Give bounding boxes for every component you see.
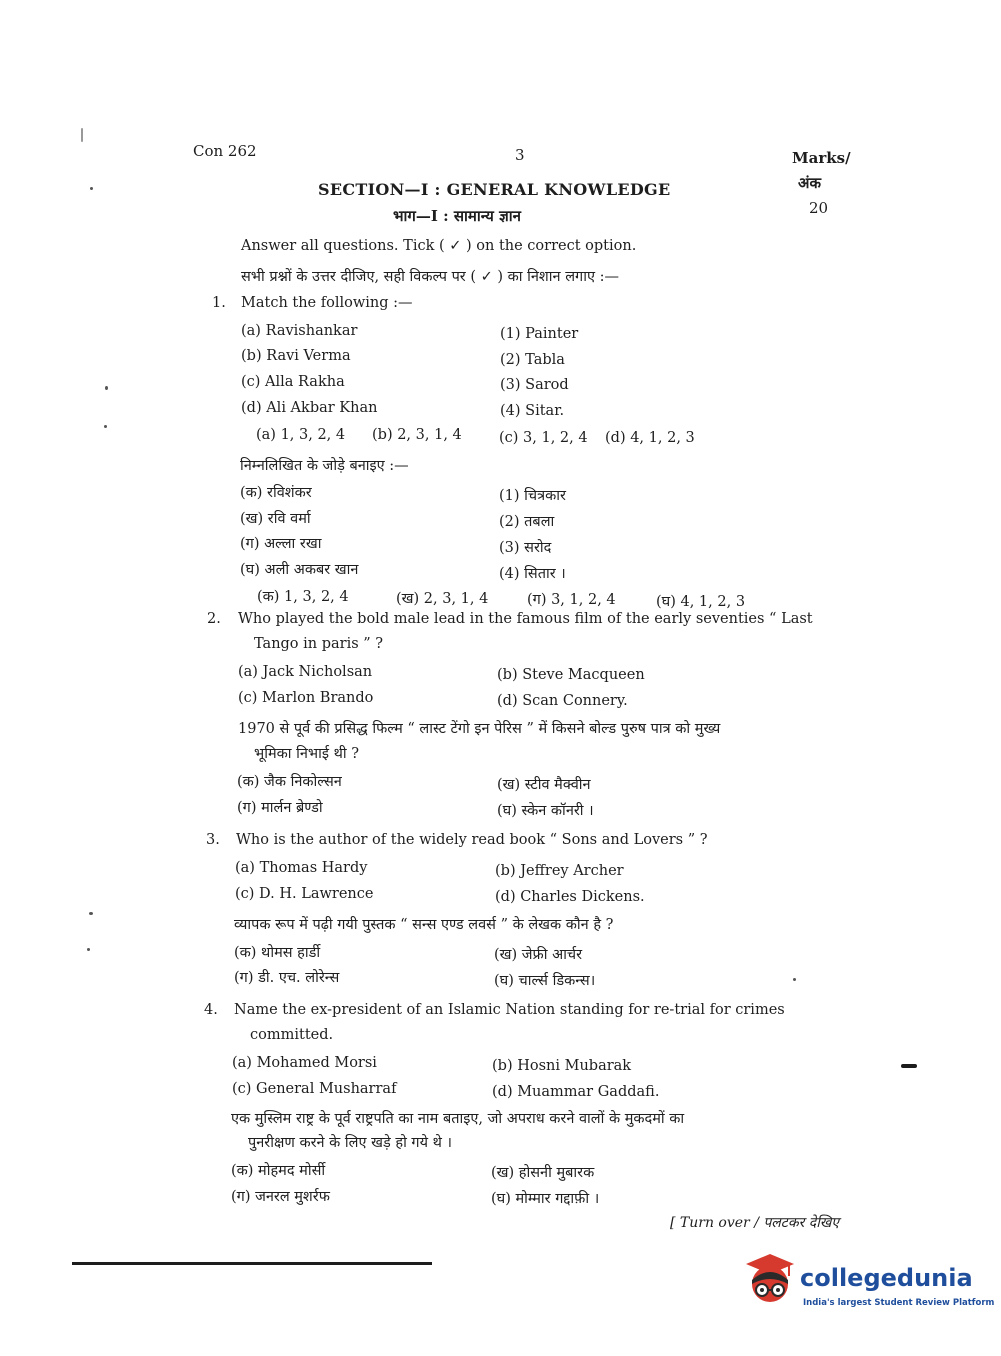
answer-option[interactable]: (b) Steve Macqueen bbox=[497, 667, 645, 683]
turn-over-note: [ Turn over / पलटकर देखिए bbox=[670, 1215, 840, 1231]
match-left-item: (ख) रवि वर्मा bbox=[240, 511, 311, 527]
match-left-item: (क) रविशंकर bbox=[240, 485, 312, 501]
answer-option[interactable]: (d) Muammar Gaddafi. bbox=[492, 1084, 660, 1100]
match-right-item: (3) सरोद bbox=[499, 540, 552, 556]
question-text: Who is the author of the widely read book “ Sons and Lovers ” ? bbox=[236, 832, 708, 848]
answer-option[interactable]: (d) 4, 1, 2, 3 bbox=[605, 430, 695, 446]
answer-option[interactable]: (ख) स्टीव मैक्वीन bbox=[497, 777, 591, 793]
answer-option[interactable]: (c) 3, 1, 2, 4 bbox=[499, 430, 588, 446]
answer-option[interactable]: (c) General Musharraf bbox=[232, 1081, 397, 1097]
marks-label-en: Marks/ bbox=[792, 149, 851, 167]
answer-option[interactable]: (घ) चार्ल्स डिकन्स। bbox=[494, 973, 596, 989]
scan-speck bbox=[81, 128, 83, 142]
answer-option[interactable]: (क) 1, 3, 2, 4 bbox=[257, 589, 349, 605]
answer-option[interactable]: (d) Scan Connery. bbox=[497, 693, 628, 709]
collegedunia-logo-icon bbox=[740, 1250, 800, 1312]
answer-option[interactable]: (घ) स्केन कॉनरी । bbox=[497, 803, 594, 819]
answer-option[interactable]: (b) 2, 3, 1, 4 bbox=[372, 427, 462, 443]
answer-option[interactable]: (a) Mohamed Morsi bbox=[232, 1055, 377, 1071]
question-text-hi: निम्नलिखित के जोड़े बनाइए :— bbox=[240, 458, 409, 474]
answer-option[interactable]: (a) Thomas Hardy bbox=[235, 860, 368, 876]
question-text: Match the following :— bbox=[241, 295, 413, 311]
answer-option[interactable]: (ख) जेफ्री आर्चर bbox=[494, 947, 583, 963]
scan-speck bbox=[793, 978, 796, 981]
answer-option[interactable]: (a) 1, 3, 2, 4 bbox=[256, 427, 346, 443]
scan-speck bbox=[104, 425, 107, 428]
answer-option[interactable]: (ग) डी. एच. लोरेन्स bbox=[234, 970, 340, 986]
match-left-item: (ग) अल्ला रखा bbox=[240, 536, 322, 552]
scan-mark bbox=[901, 1064, 917, 1068]
match-left-item: (a) Ravishankar bbox=[241, 323, 358, 339]
answer-option[interactable]: (ग) जनरल मुशर्रफ bbox=[231, 1189, 330, 1205]
question-text-hi: व्यापक रूप में पढ़ी गयी पुस्तक “ सन्स एण्ड लवर्स ” के लेखक कौन है ? bbox=[234, 917, 614, 933]
match-right-item: (1) चित्रकार bbox=[499, 488, 566, 504]
scan-speck bbox=[105, 386, 108, 390]
instruction-en: Answer all questions. Tick ( ✓ ) on the correct option. bbox=[241, 238, 637, 254]
question-text: committed. bbox=[250, 1027, 334, 1043]
question-number: 1. bbox=[212, 295, 226, 311]
marks-value: 20 bbox=[809, 199, 829, 217]
question-number: 4. bbox=[204, 1002, 218, 1018]
answer-option[interactable]: (ख) होसनी मुबारक bbox=[491, 1165, 595, 1181]
instruction-hi: सभी प्रश्नों के उत्तर दीजिए, सही विकल्प पर ( ✓ ) का निशान लगाए :— bbox=[241, 269, 619, 285]
page-number: 3 bbox=[515, 146, 525, 164]
answer-option[interactable]: (ख) 2, 3, 1, 4 bbox=[396, 591, 489, 607]
question-text: Name the ex-president of an Islamic Nation standing for re-trial for crimes bbox=[234, 1002, 785, 1018]
question-number: 2. bbox=[207, 611, 221, 627]
answer-option[interactable]: (b) Hosni Mubarak bbox=[492, 1058, 632, 1074]
answer-option[interactable]: (घ) मोम्मार गद्दाफ़ी । bbox=[491, 1191, 600, 1207]
answer-option[interactable]: (d) Charles Dickens. bbox=[495, 889, 645, 905]
answer-option[interactable]: (क) मोहमद मोर्सी bbox=[231, 1163, 326, 1179]
answer-option[interactable]: (घ) 4, 1, 2, 3 bbox=[656, 594, 746, 610]
marks-label-hi: अंक bbox=[798, 174, 821, 192]
bottom-rule bbox=[72, 1262, 432, 1265]
match-left-item: (b) Ravi Verma bbox=[241, 348, 351, 364]
question-text: Who played the bold male lead in the famous film of the early seventies “ Last bbox=[238, 611, 813, 627]
question-number: 3. bbox=[206, 832, 220, 848]
answer-option[interactable]: (ग) मार्लन ब्रेण्डो bbox=[237, 800, 323, 816]
match-right-item: (4) Sitar. bbox=[500, 403, 565, 419]
match-left-item: (घ) अली अकबर खान bbox=[240, 562, 359, 578]
section-title-en: SECTION—I : GENERAL KNOWLEDGE bbox=[318, 180, 671, 199]
paper-code: Con 262 bbox=[193, 142, 257, 160]
scan-speck bbox=[87, 948, 90, 951]
scan-speck bbox=[89, 912, 93, 915]
answer-option[interactable]: (a) Jack Nicholsan bbox=[238, 664, 373, 680]
watermark-brand: collegedunia bbox=[800, 1264, 973, 1292]
answer-option[interactable]: (c) D. H. Lawrence bbox=[235, 886, 374, 902]
section-title-hi: भाग—I : सामान्य ज्ञान bbox=[393, 207, 521, 225]
answer-option[interactable]: (क) थोमस हार्डी bbox=[234, 945, 321, 961]
match-right-item: (4) सितार । bbox=[499, 566, 566, 582]
question-text-hi: 1970 से पूर्व की प्रसिद्ध फिल्म “ लास्ट टेंगो इन पेरिस ” में किसने बोल्ड पुरुष पात्र को मुख्य bbox=[238, 721, 721, 737]
watermark-tagline: India's largest Student Review Platform bbox=[803, 1298, 995, 1308]
match-right-item: (3) Sarod bbox=[500, 377, 569, 393]
question-text-hi: भूमिका निभाई थी ? bbox=[254, 746, 360, 762]
answer-option[interactable]: (b) Jeffrey Archer bbox=[495, 863, 624, 879]
match-left-item: (c) Alla Rakha bbox=[241, 374, 345, 390]
scan-speck bbox=[90, 187, 93, 190]
question-text-hi: पुनरीक्षण करने के लिए खड़े हो गये थे । bbox=[248, 1135, 452, 1151]
match-right-item: (2) Tabla bbox=[500, 352, 565, 368]
match-right-item: (1) Painter bbox=[500, 326, 579, 342]
question-text-hi: एक मुस्लिम राष्ट्र के पूर्व राष्ट्रपति का नाम बताइए, जो अपराध करने वालों के मुकदमों का bbox=[231, 1111, 685, 1127]
answer-option[interactable]: (c) Marlon Brando bbox=[238, 690, 374, 706]
answer-option[interactable]: (क) जैक निकोल्सन bbox=[237, 774, 342, 790]
match-right-item: (2) तबला bbox=[499, 514, 555, 530]
question-text: Tango in paris ” ? bbox=[254, 636, 384, 652]
answer-option[interactable]: (ग) 3, 1, 2, 4 bbox=[527, 592, 616, 608]
match-left-item: (d) Ali Akbar Khan bbox=[241, 400, 378, 416]
